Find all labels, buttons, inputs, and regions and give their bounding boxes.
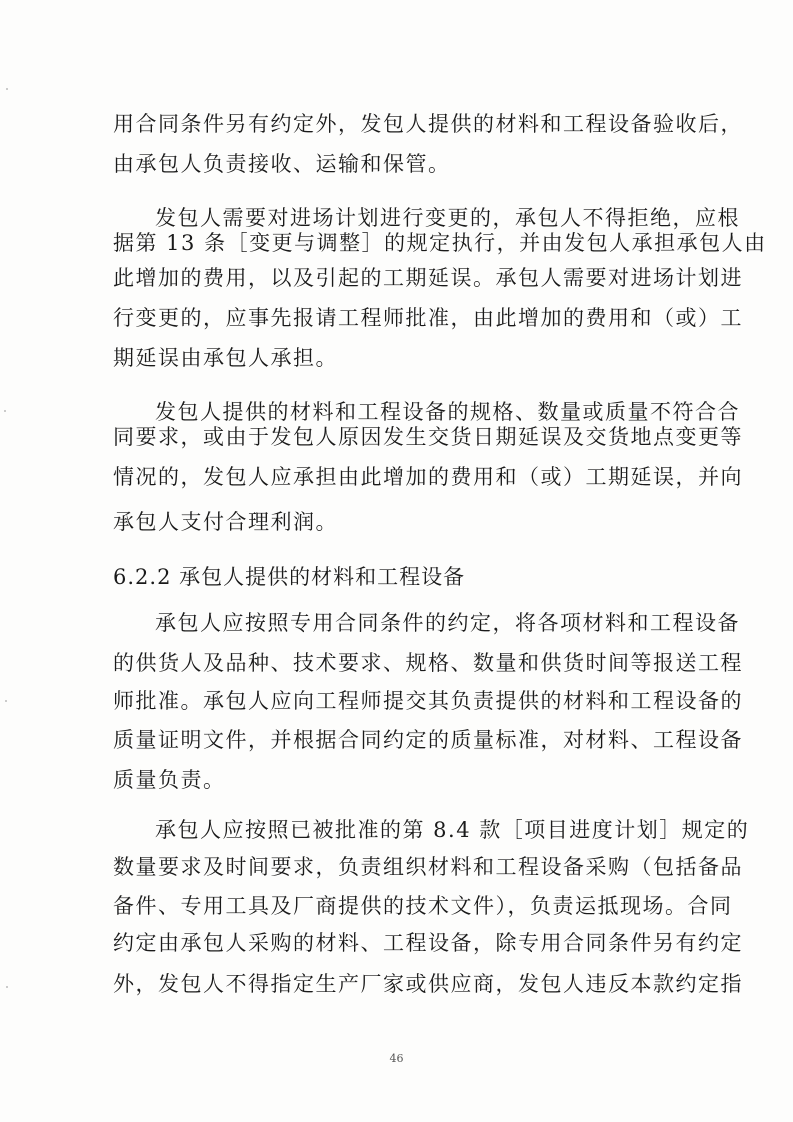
text-line: 由承包人负责接收、运输和保管。 (113, 152, 451, 176)
text-line: 数量要求及时间要求，负责组织材料和工程设备采购（包括备品 (113, 855, 743, 879)
text-line: 的供货人及品种、技术要求、规格、数量和供货时间等报送工程 (113, 651, 743, 675)
text-line: 备件、专用工具及厂商提供的技术文件），负责运抵现场。合同 (113, 894, 733, 918)
scan-speck (4, 410, 6, 412)
section-heading: 6.2.2 承包人提供的材料和工程设备 (113, 565, 466, 589)
text-line: 此增加的费用，以及引起的工期延误。承包人需要对进场计划进 (113, 266, 743, 290)
text-line: 质量负责。 (113, 768, 226, 792)
text-line: 行变更的，应事先报请工程师批准，由此增加的费用和（或）工 (113, 306, 743, 330)
text-line: 约定由承包人采购的材料、工程设备，除专用合同条件另有约定 (113, 931, 743, 955)
text-line: 承包人支付合理利润。 (113, 510, 338, 534)
text-line: 同要求，或由于发包人原因发生交货日期延误及交货地点变更等 (113, 425, 743, 449)
text-line: 承包人应按照专用合同条件的约定，将各项材料和工程设备 (155, 611, 740, 635)
text-line: 师批准。承包人应向工程师提交其负责提供的材料和工程设备的 (113, 689, 743, 713)
text-line: 发包人需要对进场计划进行变更的，承包人不得拒绝，应根 (155, 206, 740, 230)
text-line: 用合同条件另有约定外，发包人提供的材料和工程设备验收后， (113, 112, 743, 136)
page-number: 46 (389, 1052, 404, 1065)
text-line: 质量证明文件，并根据合同约定的质量标准，对材料、工程设备 (113, 728, 743, 752)
text-line: 情况的，发包人应承担由此增加的费用和（或）工期延误，并向 (113, 465, 743, 489)
text-line: 外，发包人不得指定生产厂家或供应商，发包人违反本款约定指 (113, 972, 743, 996)
text-line: 承包人应按照已被批准的第 8.4 款［项目进度计划］规定的 (155, 818, 750, 842)
text-line: 期延误由承包人承担。 (113, 346, 338, 370)
scan-speck (6, 986, 8, 988)
text-line: 据第 13 条［变更与调整］的规定执行，并由发包人承担承包人由 (113, 231, 767, 255)
scan-speck (6, 88, 8, 90)
text-line: 发包人提供的材料和工程设备的规格、数量或质量不符合合 (155, 400, 740, 424)
scan-speck (5, 700, 7, 702)
